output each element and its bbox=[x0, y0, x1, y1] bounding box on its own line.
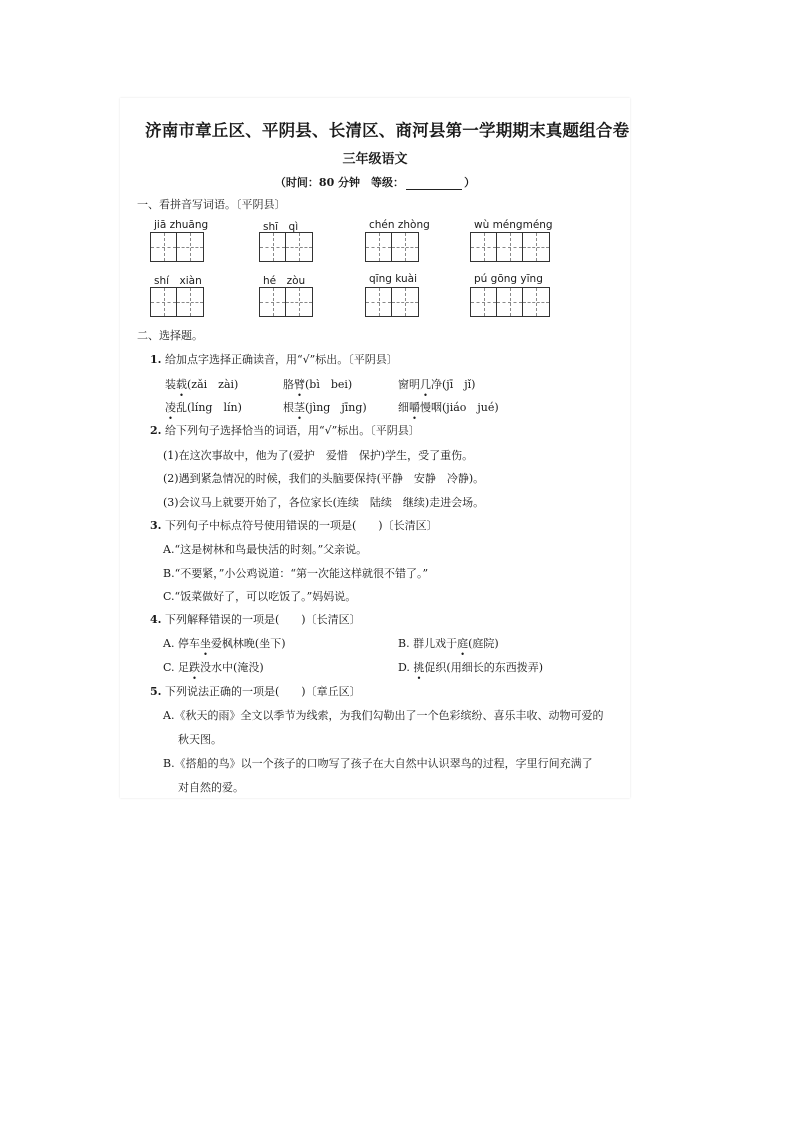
dotted-char: 几 bbox=[420, 378, 431, 391]
q1-item bbox=[283, 399, 367, 415]
dotted-char: 嚼 bbox=[409, 401, 420, 414]
writing-cell[interactable] bbox=[260, 233, 286, 261]
dotted-char: 载 bbox=[176, 378, 187, 391]
q3-option-b: B.“不要紧，”小公鸡说道：“第一次能这样就很不错了。” bbox=[163, 567, 429, 580]
writing-cell[interactable] bbox=[177, 288, 203, 316]
pinyin-label: shí xiàn bbox=[154, 275, 202, 287]
pinyin-label: hé zòu bbox=[263, 275, 306, 287]
item-text: 慢咽(jiáo jué) bbox=[420, 401, 499, 414]
writing-boxes[interactable] bbox=[470, 232, 550, 262]
question-3: 3. 下列句子中标点符号使用错误的一项是( )〔长清区〕 bbox=[150, 519, 438, 532]
question-5: 5. 下列说法正确的一项是( )〔章丘区〕 bbox=[150, 685, 361, 698]
dotted-char: 凌 bbox=[165, 401, 176, 414]
q5-option-b-line2: 对自然的爱。 bbox=[178, 781, 244, 794]
section2-heading: 二、选择题。 bbox=[137, 329, 203, 342]
q1-item bbox=[398, 376, 475, 392]
item-text: (jìng jīng) bbox=[305, 401, 367, 414]
item-text: 根 bbox=[283, 401, 294, 414]
q2-item-1: (1)在这次事故中，他为了(爱护 爱惜 保护)学生，受了重伤。 bbox=[163, 449, 474, 462]
writing-cell[interactable] bbox=[497, 288, 523, 316]
item-text: (zǎi zài) bbox=[187, 378, 239, 391]
option-text: A. 停车 bbox=[163, 637, 200, 650]
q5-option-a-line1: A.《秋天的雨》全文以季节为线索，为我们勾勒出了一个色彩缤纷、喜乐丰收、动物可爱的 bbox=[163, 709, 604, 722]
writing-cell[interactable] bbox=[260, 288, 286, 316]
pinyin-label: wù méngméng bbox=[474, 219, 553, 231]
pinyin-label: pú gōng yīng bbox=[474, 273, 543, 285]
writing-cell[interactable] bbox=[523, 288, 549, 316]
q3-option-c: C.“饭菜做好了，可以吃饭了。”妈妈说。 bbox=[163, 590, 357, 603]
dotted-char: 茎 bbox=[294, 401, 305, 414]
time-close: ） bbox=[464, 176, 476, 189]
q1-item bbox=[283, 376, 352, 392]
grade-blank[interactable] bbox=[406, 178, 462, 190]
writing-cell[interactable] bbox=[471, 233, 497, 261]
section1-heading: 一、看拼音写词语。〔平阴县〕 bbox=[137, 198, 286, 211]
writing-cell[interactable] bbox=[366, 288, 392, 316]
writing-cell[interactable] bbox=[151, 288, 177, 316]
option-text: D. bbox=[398, 661, 414, 674]
item-text: (bì bei) bbox=[305, 378, 353, 391]
option-text: 促织(用细长的东西拨弄) bbox=[424, 661, 544, 674]
option-text: C. 足 bbox=[163, 661, 190, 674]
q2-item-3: (3)会议马上就要开始了，各位家长(连续 陆续 继续)走进会场。 bbox=[163, 496, 485, 509]
writing-cell[interactable] bbox=[392, 288, 418, 316]
writing-cell[interactable] bbox=[523, 233, 549, 261]
item-text: 装 bbox=[165, 378, 176, 391]
option-text: 没水中(淹没) bbox=[200, 661, 264, 674]
writing-cell[interactable] bbox=[471, 288, 497, 316]
dotted-char: 臂 bbox=[294, 378, 305, 391]
item-text: 乱(líng lín) bbox=[176, 401, 242, 414]
exam-title: 济南市章丘区、平阴县、长清区、商河县第一学期期末真题组合卷 bbox=[145, 121, 630, 140]
dotted-char: 庭 bbox=[457, 637, 469, 650]
option-text: (庭院) bbox=[468, 637, 499, 650]
writing-cell[interactable] bbox=[177, 233, 203, 261]
writing-cell[interactable] bbox=[286, 233, 312, 261]
option-text: 爱枫林晚(坐下) bbox=[210, 637, 286, 650]
q1-item bbox=[398, 399, 499, 415]
writing-boxes[interactable] bbox=[365, 232, 419, 262]
item-text: 净(jī jǐ) bbox=[431, 378, 476, 391]
q5-option-a-line2: 秋天图。 bbox=[178, 733, 222, 746]
writing-boxes[interactable] bbox=[150, 232, 204, 262]
writing-cell[interactable] bbox=[497, 233, 523, 261]
question-2: 2. 给下列句子选择恰当的词语，用“√”标出。〔平阴县〕 bbox=[150, 424, 420, 437]
q4-option bbox=[398, 659, 543, 675]
q4-option bbox=[163, 659, 264, 675]
q3-option-a: A.“这是树林和鸟最快活的时刻。”父亲说。 bbox=[163, 543, 368, 556]
time-label: （时间：80 分钟 等级： bbox=[274, 176, 405, 189]
question-1: 1. 给加点字选择正确读音，用“√”标出。〔平阴县〕 bbox=[150, 353, 398, 366]
writing-boxes[interactable] bbox=[259, 287, 313, 317]
pinyin-label: qīng kuài bbox=[369, 273, 418, 285]
q1-item bbox=[165, 399, 242, 415]
exam-subtitle: 三年级语文 bbox=[342, 152, 408, 167]
item-text: 细 bbox=[398, 401, 409, 414]
q4-option bbox=[163, 635, 286, 651]
question-4: 4. 下列解释错误的一项是( )〔长清区〕 bbox=[150, 613, 361, 626]
dotted-char: 跌 bbox=[189, 661, 201, 674]
writing-boxes[interactable] bbox=[365, 287, 419, 317]
option-text: B. 群儿戏于 bbox=[398, 637, 458, 650]
dotted-char: 挑 bbox=[413, 661, 425, 674]
writing-boxes[interactable] bbox=[150, 287, 204, 317]
item-text: 胳 bbox=[283, 378, 294, 391]
writing-cell[interactable] bbox=[392, 233, 418, 261]
writing-cell[interactable] bbox=[366, 233, 392, 261]
dotted-char: 坐 bbox=[199, 637, 211, 650]
writing-cell[interactable] bbox=[151, 233, 177, 261]
q4-option bbox=[398, 635, 499, 651]
writing-cell[interactable] bbox=[286, 288, 312, 316]
writing-boxes[interactable] bbox=[470, 287, 550, 317]
q1-item bbox=[165, 376, 238, 392]
time-grade-line bbox=[145, 174, 605, 190]
item-text: 窗明 bbox=[398, 378, 420, 391]
q2-item-2: (2)遇到紧急情况的时候，我们的头脑要保持(平静 安静 冷静)。 bbox=[163, 472, 485, 485]
pinyin-label: jiā zhuāng bbox=[154, 219, 209, 231]
q5-option-b-line1: B.《搭船的鸟》以一个孩子的口吻写了孩子在大自然中认识翠鸟的过程，字里行间充满了 bbox=[163, 757, 593, 770]
writing-boxes[interactable] bbox=[259, 232, 313, 262]
pinyin-label: shī qì bbox=[263, 221, 299, 233]
pinyin-label: chén zhòng bbox=[369, 219, 430, 231]
